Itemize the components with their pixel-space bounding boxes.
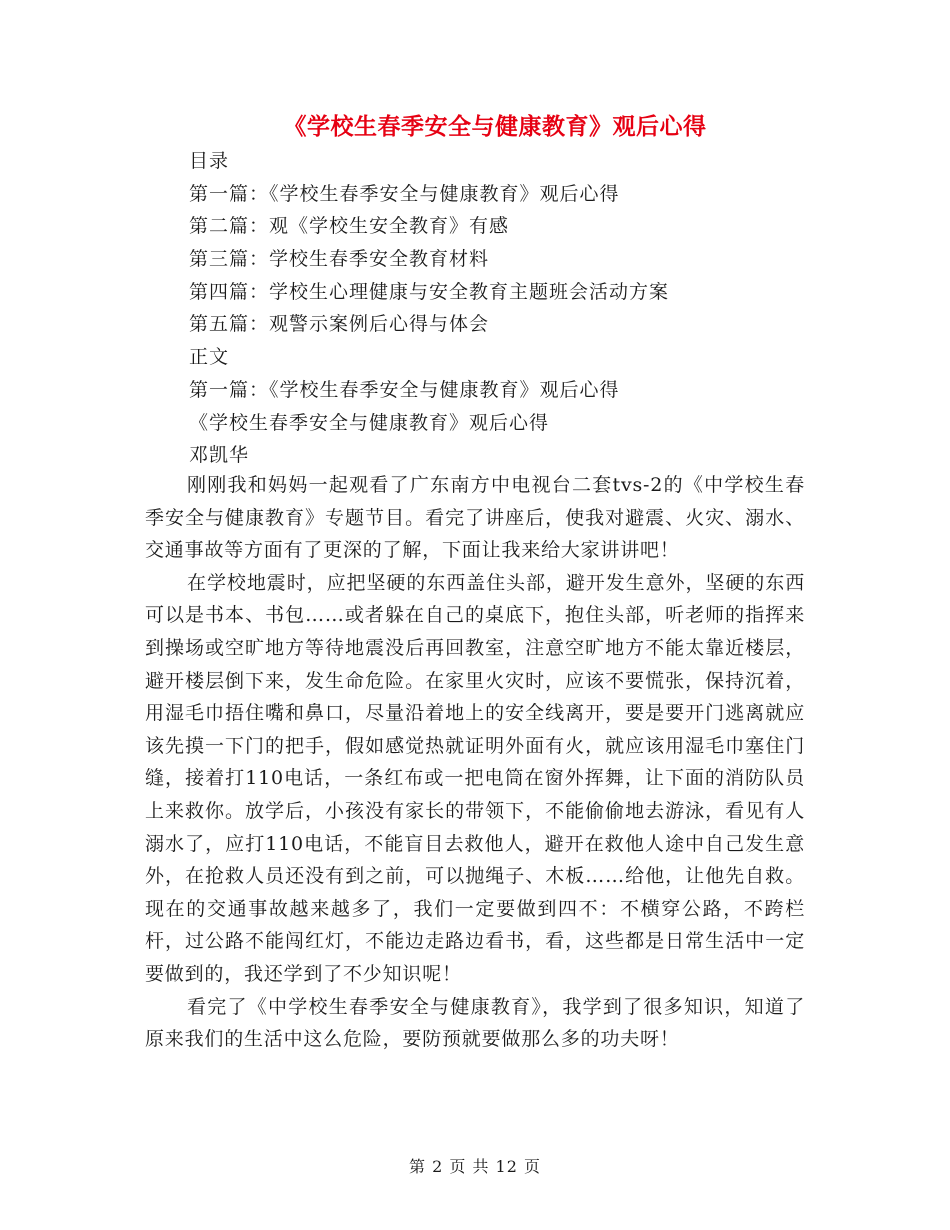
toc-item-4: 第四篇：学校生心理健康与安全教育主题班会活动方案 xyxy=(189,280,670,303)
toc-heading: 目录 xyxy=(189,150,230,172)
paragraph-3: 看完了《中学校生春季安全与健康教育》，我学到了很多知识，知道了原来我们的生活中这么危险，要防预就要做那么多的功夫呀！ xyxy=(145,995,805,1051)
article-body xyxy=(145,469,805,1056)
toc-item-1: 第一篇：《学校生春季安全与健康教育》观后心得 xyxy=(189,182,620,205)
toc-item-3: 第三篇：学校生春季安全教育材料 xyxy=(189,248,490,271)
article-title: 《学校生春季安全与健康教育》观后心得 xyxy=(189,411,550,434)
footer-prefix: 第 xyxy=(408,1157,426,1176)
document-title: 《学校生春季安全与健康教育》观后心得 xyxy=(283,113,707,140)
footer-total-pages: 12 xyxy=(495,1157,518,1176)
page-footer xyxy=(0,1154,950,1177)
table-of-contents xyxy=(189,145,829,472)
toc-item-5: 第五篇：观警示案例后心得与体会 xyxy=(189,313,490,336)
footer-current-page: 2 xyxy=(432,1157,444,1176)
chapter-heading: 第一篇：《学校生春季安全与健康教育》观后心得 xyxy=(189,378,620,401)
paragraph-2: 在学校地震时，应把坚硬的东西盖住头部，避开发生意外，坚硬的东西可以是书本、书包……或者躲在自己的桌底下，抱住头部，听老师的指挥来到操场或空旷地方等待地震没后再回教室，注意空旷地方不能太靠近楼层，避开楼层倒下来，发生命危险。在家里火灾时，应该不要慌张，保持沉着，用湿毛巾捂住嘴和鼻口，尽量沿着地上的安全线离开，要是要开门逃离就应该先摸一下门的把手，假如感觉热就证明外面有火，就应该用湿毛巾塞住门缝，接着打110电话，一条红布或一把电筒在窗外挥舞，让下面的消防队员上来救你。放学后，小孩没有家长的带领下，不能偷偷地去游泳，看见有人溺水了，应打110电话，不能盲目去救他人，避开在救他人途中自己发生意外，在抢救人员还没有到之前，可以抛绳子、木板……给他，让他先自救。现在的交通事故越来越多了，我们一定要做到四不：不横穿公路，不跨栏杆，过公路不能闯红灯，不能边走路边看书，看，这些都是日常生活中一定要做到的，我还学到了不少知识呢！ xyxy=(145,571,805,985)
body-heading: 正文 xyxy=(189,346,230,369)
footer-middle: 页 共 xyxy=(449,1157,490,1176)
footer-suffix: 页 xyxy=(524,1157,542,1176)
paragraph-1: 刚刚我和妈妈一起观看了广东南方中电视台二套tvs-2的《中学校生春季安全与健康教育》专题节目。看完了讲座后，使我对避震、火灾、溺水、交通事故等方面有了更深的了解，下面让我来给大家讲讲吧！ xyxy=(145,474,805,562)
author-name: 邓凯华 xyxy=(189,444,250,467)
toc-item-2: 第二篇：观《学校生安全教育》有感 xyxy=(189,215,510,238)
